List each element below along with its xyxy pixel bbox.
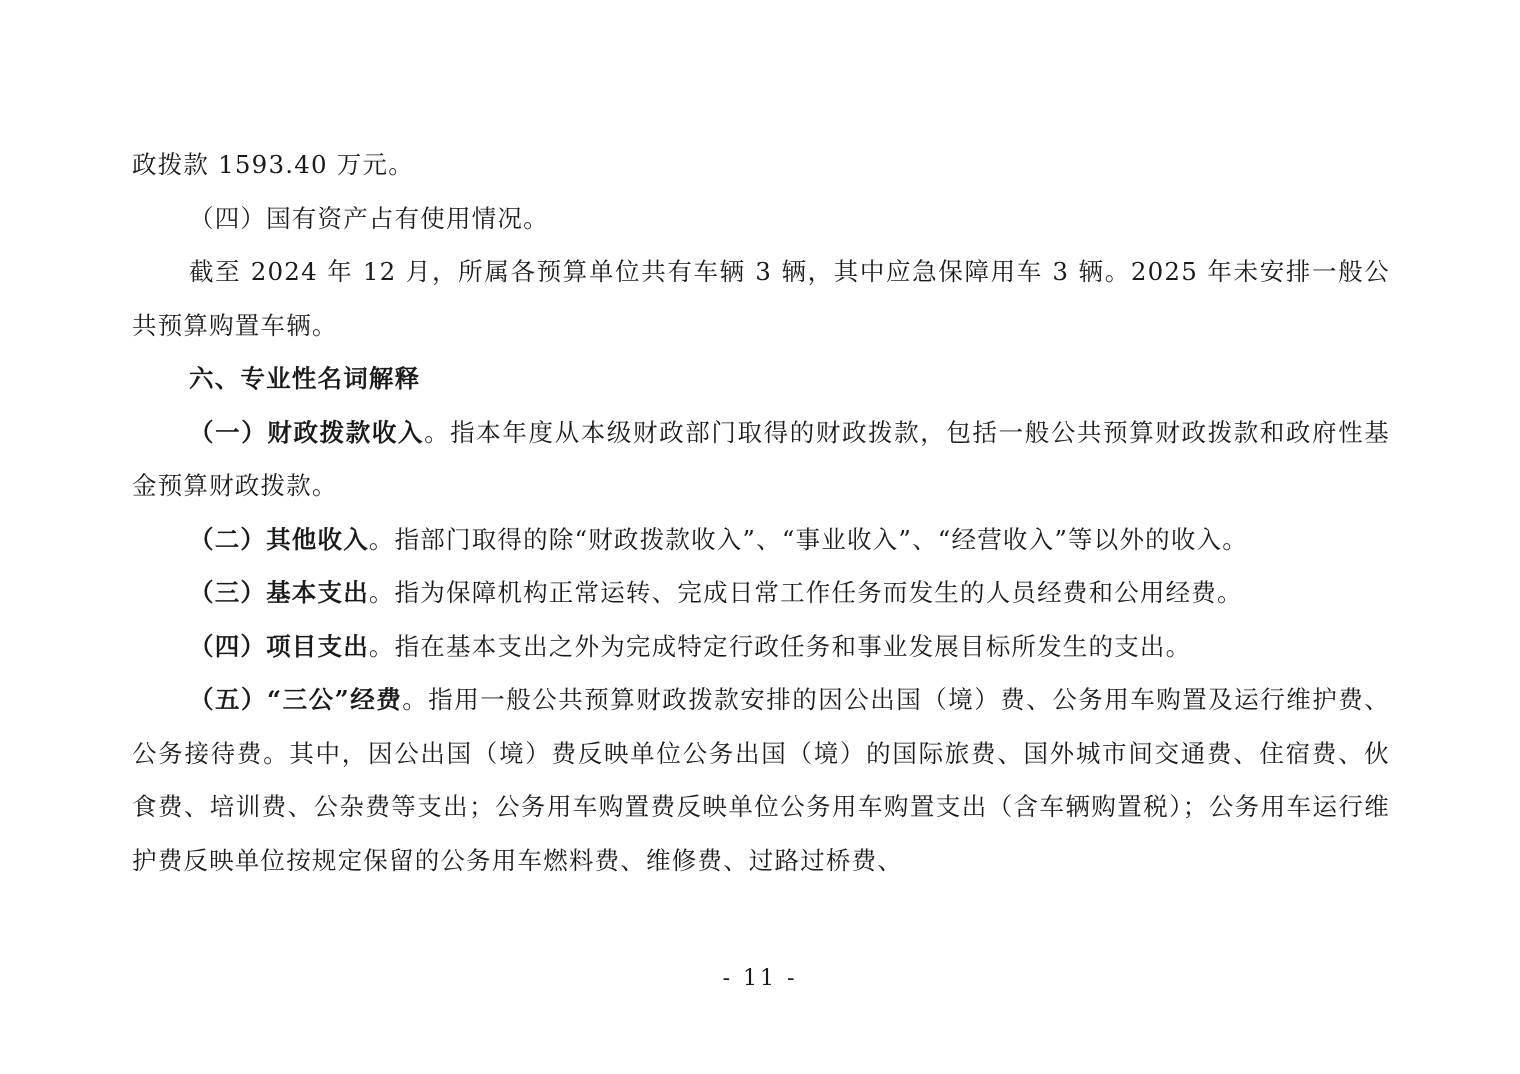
document-body	[132, 138, 1390, 887]
paragraph-vehicles: 截至 2024 年 12 月，所属各预算单位共有车辆 3 辆，其中应急保障用车 3 辆。2025 年未安排一般公共预算购置车辆。	[132, 257, 1390, 340]
definition-term: （三）基本支出	[189, 578, 369, 607]
definition-text: 。指在基本支出之外为完成特定行政任务和事业发展目标所发生的支出。	[368, 631, 1192, 661]
definition-project-expenditure	[132, 620, 1390, 674]
definition-text: 。指部门取得的除“财政拨款收入”、“事业收入”、“经营收入”等以外的收入。	[368, 524, 1248, 554]
paragraph-continuation: 政拨款 1593.40 万元。	[132, 150, 414, 179]
definition-term: （五）“三公”经费	[189, 685, 403, 714]
definition-term: （一）财政拨款收入	[189, 417, 425, 447]
definition-basic-expenditure	[132, 566, 1390, 620]
section-heading: 六、专业性名词解释	[189, 364, 421, 393]
definition-text: 。指用一般公共预算财政拨款安排的因公出国（境）费、公务用车购置及运行维护费、公务接待费。其中，因公出国（境）费反映单位公务出国（境）的国际旅费、国外城市间交通费、住宿费、伙食费、培训费、公杂费等支出；公务用车购置费反映单位公务用车购置支出（含车辆购置税）；公务用车运行维护费反映单位按规定保留的公务用车燃料费、维修费、过路过桥费、	[132, 685, 1391, 875]
definition-text: 。指本年度从本级财政部门取得的财政拨款，包括一般公共预算财政拨款和政府性基金预算财政拨款。	[132, 417, 1390, 500]
definition-three-public-expenses	[132, 673, 1390, 887]
definition-other-revenue	[132, 513, 1390, 567]
definition-term: （四）项目支出	[189, 631, 369, 661]
subsection-asset-usage: （四）国有资产占有使用情况。	[189, 203, 549, 233]
definition-term: （二）其他收入	[189, 524, 369, 554]
page-number: - 11 -	[722, 966, 798, 991]
definition-text: 。指为保障机构正常运转、完成日常工作任务而发生的人员经费和公用经费。	[368, 578, 1243, 607]
definition-fiscal-revenue	[132, 406, 1390, 513]
